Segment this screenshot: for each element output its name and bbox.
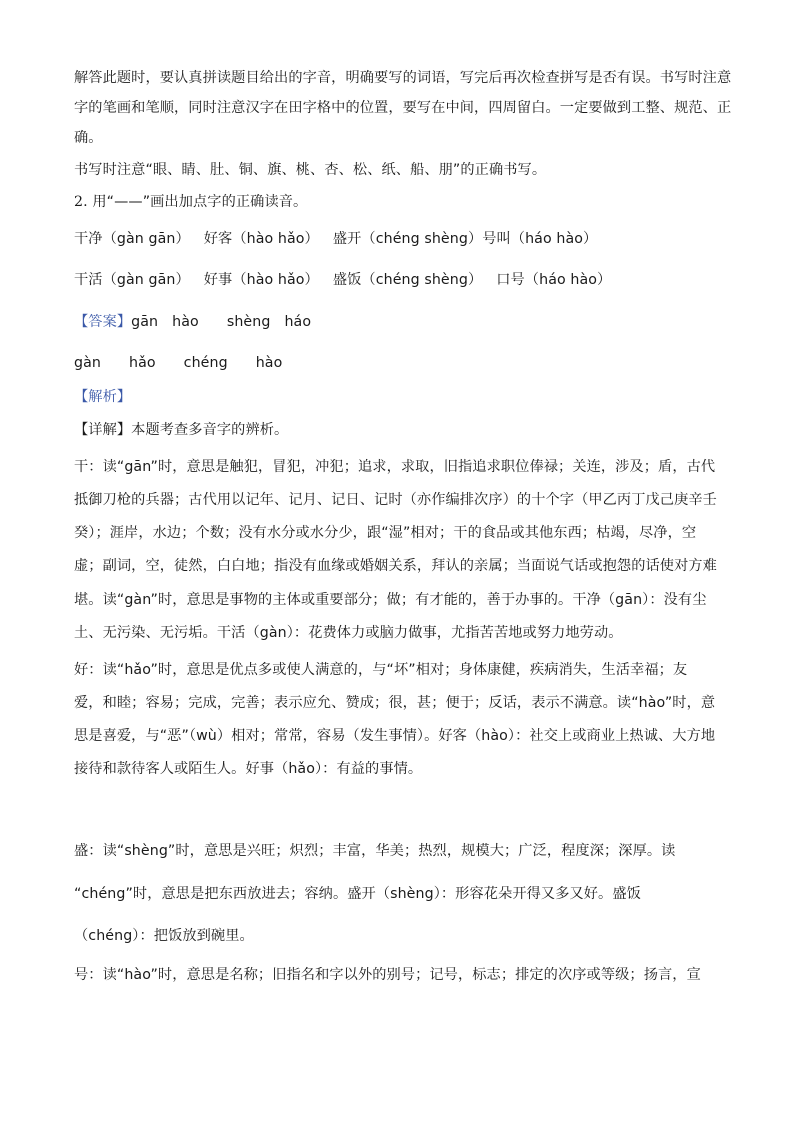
intro-line-1: 解答此题时，要认真拼读题目给出的字音，明确要写的词语，写完后再次检查拼写是否有误。书写时注意: [74, 70, 732, 86]
analysis-label: 【解析】: [74, 389, 132, 405]
answer-item: háo: [284, 314, 312, 330]
analysis-line: 接待和款待客人或陌生人。好事（hǎo）：有益的事情。: [74, 761, 423, 777]
intro-line-2: 字的笔画和笔顺，同时注意汉字在田字格中的位置，要写在中间，四周留白。一定要做到工整、规范、正: [74, 100, 732, 116]
analysis-line: 好：读“hǎo”时，意思是优点多或使人满意的，与“坏”相对；身体康健，疾病消失，生活幸福；友: [74, 662, 688, 678]
analysis-line: 思是喜爱，与“恶”（wù）相对；常常，容易（发生事情）。好客（hào）：社交上或商业上热诚、大方地: [74, 728, 716, 744]
analysis-line: （chéng）：把饭放到碗里。: [74, 928, 254, 944]
answer-label: 【答案】: [74, 314, 132, 330]
question-number: 2.: [74, 194, 88, 210]
option-ganhuo: 干活（gàn gān）: [74, 272, 190, 288]
option-shengfan: 盛饭（chéng shèng）: [332, 272, 483, 288]
detail-line: [74, 420, 734, 440]
intro-line-3: 确。: [74, 130, 103, 146]
intro-line-4: 书写时注意“眼、睛、肚、铜、旗、桃、杏、松、纸、船、朋”的正确书写。: [74, 162, 547, 178]
analysis-line: 抵御刀枪的兵器；古代用以记年、记月、记日、记时（亦作编排次序）的十个字（甲乙丙丁戊己庚辛壬: [74, 492, 717, 508]
option-ganjing: 干净（gàn gān）: [74, 231, 190, 247]
analysis-line: 干：读“gān”时，意思是触犯，冒犯，冲犯；追求，求取，旧指追求职位俸禄；关连，涉及；盾，古代: [74, 459, 716, 475]
detail-text: 本题考查多音字的辨析。: [131, 422, 289, 438]
option-shengkai-haojiao: 盛开（chéng shèng）号叫（háo hào）: [332, 231, 598, 247]
analysis-line: 土、无污染、无污垢。干活（gàn）：花费体力或脑力做事，尤指苦苦地或努力地劳动。: [74, 625, 623, 641]
answer-row-1: [74, 312, 734, 332]
answer-row-2: [74, 353, 734, 373]
answer-item: hào: [255, 355, 283, 371]
option-kouhao: 口号（háo hào）: [496, 272, 612, 288]
analysis-line: 爱，和睦；容易；完成，完善；表示应允、赞成；很，甚；便于；反话，表示不满意。读“hào”时，意: [74, 695, 716, 711]
answer-item: hǎo: [129, 355, 156, 371]
analysis-line: 号：读“hào”时，意思是名称；旧指名和字以外的别号；记号，标志；排定的次序或等级；扬言，宣: [74, 967, 701, 983]
analysis-line: 堪。读“gàn”时，意思是事物的主体或重要部分；做；有才能的，善于办事的。干净（gān）：没有尘: [74, 592, 707, 608]
answer-item: gàn: [74, 355, 101, 371]
answer-item: shèng: [226, 314, 271, 330]
question-row-2: [74, 270, 734, 290]
analysis-line: 盛：读“shèng”时，意思是兴旺；炽烈；丰富，华美；热烈，规模大；广泛，程度深；深厚。读: [74, 843, 676, 859]
analysis-line: “chéng”时，意思是把东西放进去；容纳。盛开（shèng）：形容花朵开得又多又好。盛饭: [74, 886, 641, 902]
question-row-1: [74, 229, 734, 249]
question-heading: [74, 192, 734, 212]
option-haoke: 好客（hào hǎo）: [203, 231, 319, 247]
question-text: 用“——”画出加点字的正确读音。: [92, 194, 308, 210]
detail-label: 【详解】: [74, 422, 132, 438]
answer-item: hào: [172, 314, 199, 330]
answer-item: gān: [131, 314, 159, 330]
analysis-line: 癸）；涯岸，水边；个数；没有水分或水分少，跟“湿”相对；干的食品或其他东西；枯竭，尽净，空: [74, 525, 697, 541]
option-haoshi: 好事（hào hǎo）: [203, 272, 319, 288]
answer-item: chéng: [183, 355, 228, 371]
analysis-line: 虚；副词，空，徒然，白白地；指没有血缘或婚姻关系，拜认的亲属；当面说气话或抱怨的话使对方难: [74, 558, 717, 574]
